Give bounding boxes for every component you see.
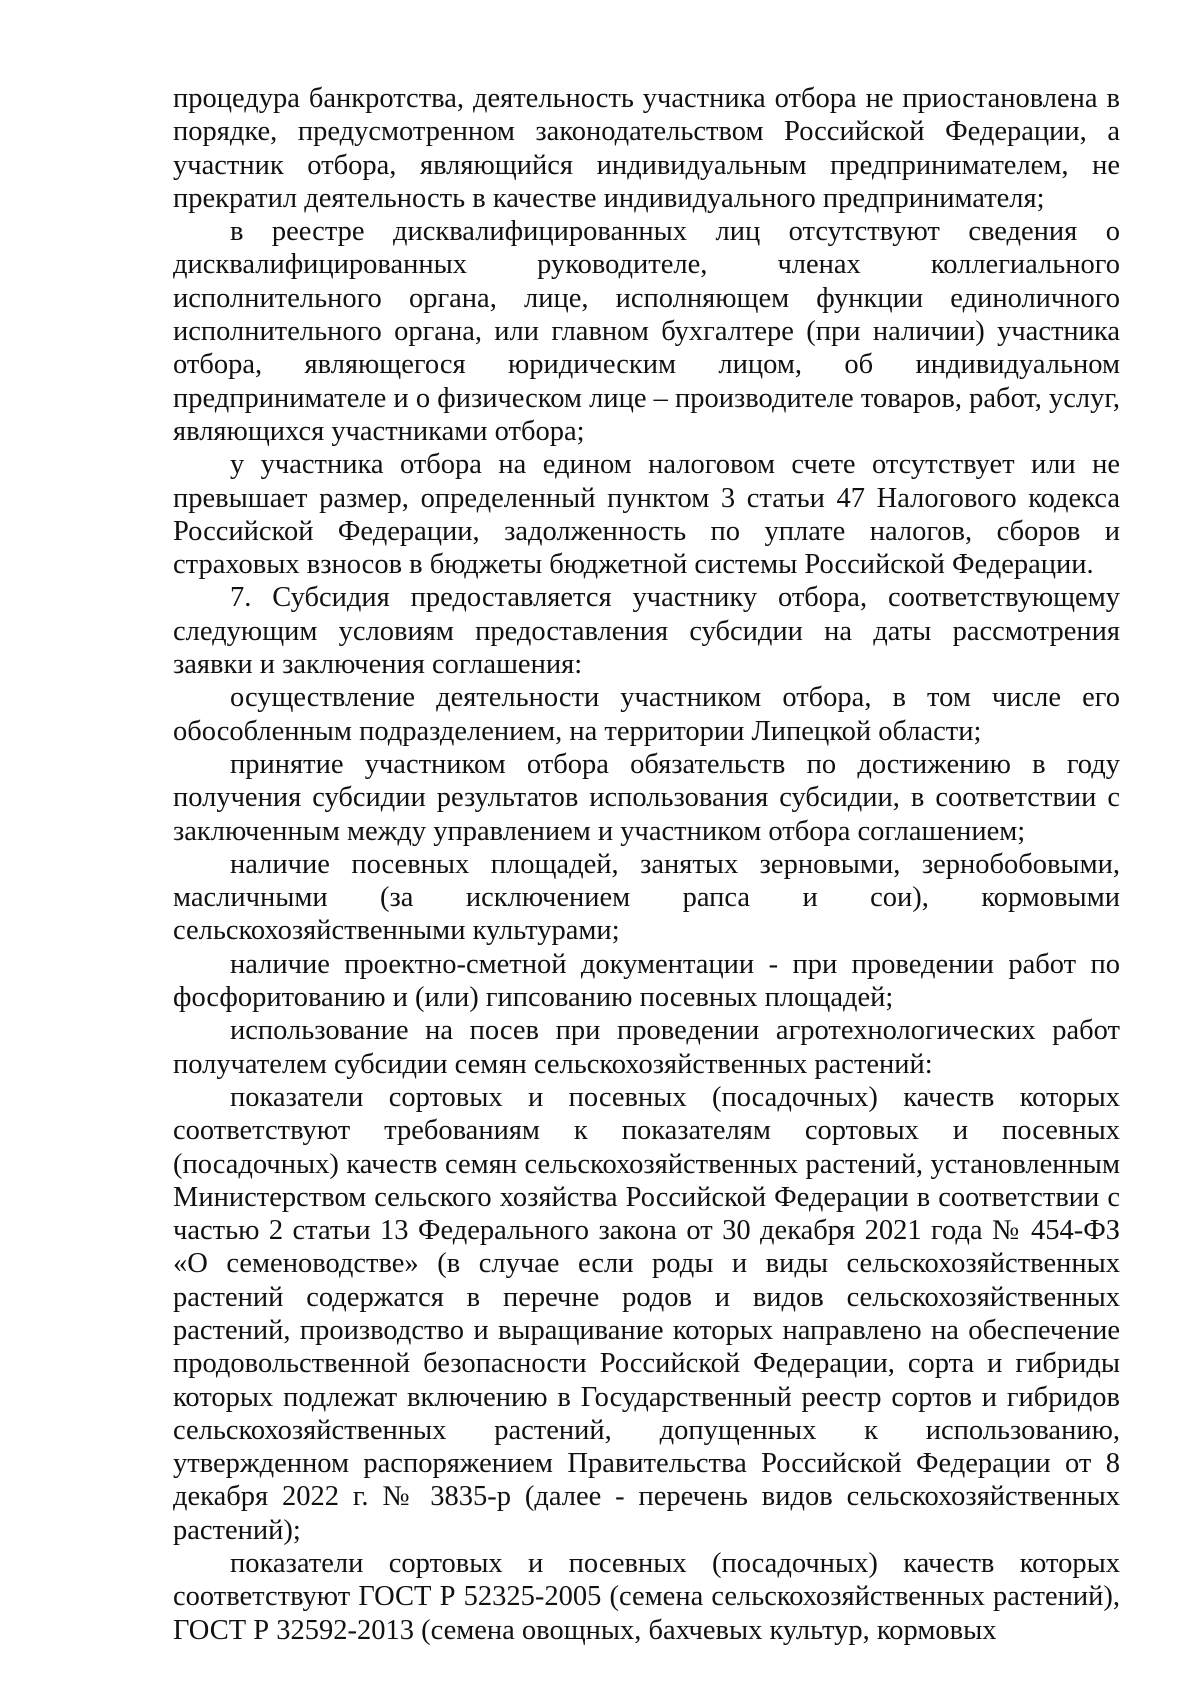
paragraph-gost-standards: показатели сортовых и посевных (посадочных) качеств которых соответствуют ГОСТ Р 52325-2005 (семена сельскохозяйственных растений), ГОСТ Р 32592-2013 (семена овощных, бахчевых культур, кормовых: [173, 1548, 1120, 1646]
paragraph-lipetsk-activity: осуществление деятельности участником отбора, в том числе его обособленным подразделением, на территории Липецкой области;: [173, 682, 1120, 747]
paragraph-tax-debt: у участника отбора на едином налоговом счете отсутствует или не превышает размер, определенный пунктом 3 статьи 47 Налогового кодекса Российской Федерации, задолженность по уплате налогов, сборов и страховых взносов в бюджеты бюджетной системы Российской Федерации.: [173, 449, 1120, 581]
paragraph-disqualified-persons: в реестре дисквалифицированных лиц отсутствуют сведения о дисквалифицированных руководителе, членах коллегиального исполнительного органа, лице, исполняющем функции единоличного исполнительного органа, или главном бухгалтере (при наличии) участника отбора, являющегося юридическим лицом, об индивидуальном предпринимателе и о физическом лице – производителе товаров, работ, услуг, являющихся участниками отбора;: [173, 216, 1120, 447]
paragraph-bankruptcy-continuation: процедура банкротства, деятельность участника отбора не приостановлена в порядке, предусмотренном законодательством Российской Федерации, а участник отбора, являющийся индивидуальным предпринимателем, не прекратил деятельность в качестве индивидуального предпринимателя;: [173, 83, 1120, 214]
document-page: [173, 82, 1120, 1647]
paragraph-obligations: принятие участником отбора обязательств по достижению в году получения субсидии результатов использования субсидии, в соответствии с заключенным между управлением и участником отбора соглашением;: [173, 748, 1120, 847]
paragraph-clause-7: 7. Субсидия предоставляется участнику отбора, соответствующему следующим условиям предоставления субсидии на даты рассмотрения заявки и заключения соглашения:: [173, 582, 1120, 681]
paragraph-design-documentation: наличие проектно-сметной документации - при проведении работ по фосфоритованию и (или) гипсованию посевных площадей;: [173, 948, 1120, 1014]
paragraph-sown-areas: наличие посевных площадей, занятых зерновыми, зернобобовыми, масличными (за исключением рапса и сои), кормовыми сельскохозяйственными культурами;: [173, 848, 1120, 947]
paragraph-seed-quality-requirements: показатели сортовых и посевных (посадочных) качеств которых соответствуют требованиям к показателям сортовых и посевных (посадочных) качеств семян сельскохозяйственных растений, установленным Министерством сельского хозяйства Российской Федерации в соответствии с частью 2 статьи 13 Федерального закона от 30 декабря 2021 года № 454-ФЗ «О семеноводстве» (в случае если роды и виды сельскохозяйственных растений содержатся в перечне родов и видов сельскохозяйственных растений, производство и выращивание которых направлено на обеспечение продовольственной безопасности Российской Федерации, сорта и гибриды которых подлежат включению в Государственный реестр сортов и гибридов сельскохозяйственных растений, допущенных к использованию, утвержденном распоряжением Правительства Российской Федерации от 8 декабря 2022 г. № 3835-р (далее - перечень видов сельскохозяйственных растений);: [173, 1081, 1120, 1546]
paragraph-seed-use: использование на посев при проведении агротехнологических работ получателем субсидии семян сельскохозяйственных растений:: [173, 1015, 1120, 1080]
